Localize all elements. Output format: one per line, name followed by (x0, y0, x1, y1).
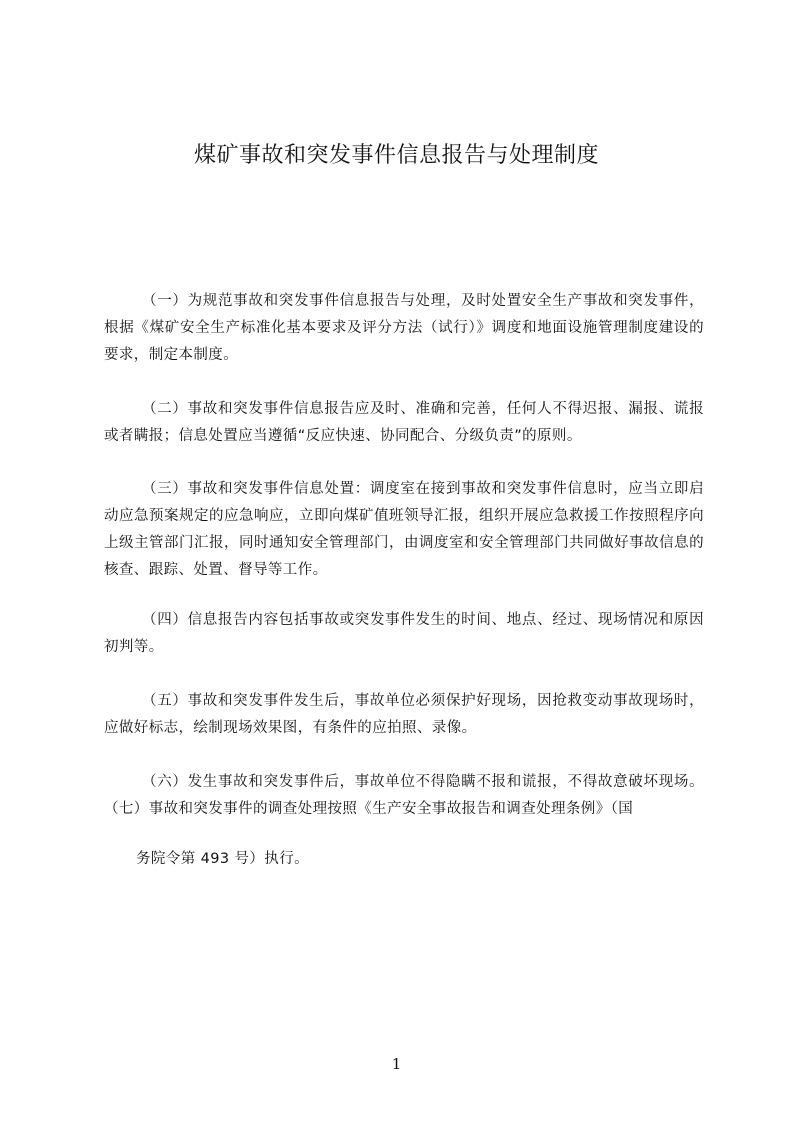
paragraph-4: （四）信息报告内容包括事故或突发事件发生的时间、地点、经过、现场情况和原因初判等。 (104, 612, 704, 655)
document-title: 煤矿事故和突发事件信息报告与处理制度 (193, 143, 599, 168)
paragraph-2: （二）事故和突发事件信息报告应及时、准确和完善，任何人不得迟报、漏报、谎报或者瞒报；信息处置应当遵循“反应快速、协同配合、分级负责”的原则。 (104, 401, 704, 444)
paragraph-6: （六）发生事故和突发事件后，事故单位不得隐瞒不报和谎报，不得故意破坏现场。（七）事故和突发事件的调查处理按照《生产安全事故报告和调查处理条例》（国 (104, 774, 704, 817)
paragraph-7-continuation: 务院令第 493 号）执行。 (136, 851, 309, 867)
paragraph-3: （三）事故和突发事件信息处置：调度室在接到事故和突发事件信息时，应当立即启动应急预案规定的应急响应，立即向煤矿值班领导汇报，组织开展应急救援工作按照程序向上级主管部门汇报，同时通知安全管理部门，由调度室和安全管理部门共同做好事故信息的核查、跟踪、处置、督导等工作。 (104, 481, 704, 578)
paragraph-5: （五）事故和突发事件发生后，事故单位必须保护好现场，因抢救变动事故现场时，应做好标志，绘制现场效果图，有条件的应拍照、录像。 (104, 693, 704, 736)
page-number: 1 (391, 1055, 402, 1073)
paragraph-1: （一）为规范事故和突发事件信息报告与处理，及时处置安全生产事故和突发事件，根据《煤矿安全生产标准化基本要求及评分方法（试行）》调度和地面设施管理制度建设的要求，制定本制度。 (104, 293, 704, 363)
